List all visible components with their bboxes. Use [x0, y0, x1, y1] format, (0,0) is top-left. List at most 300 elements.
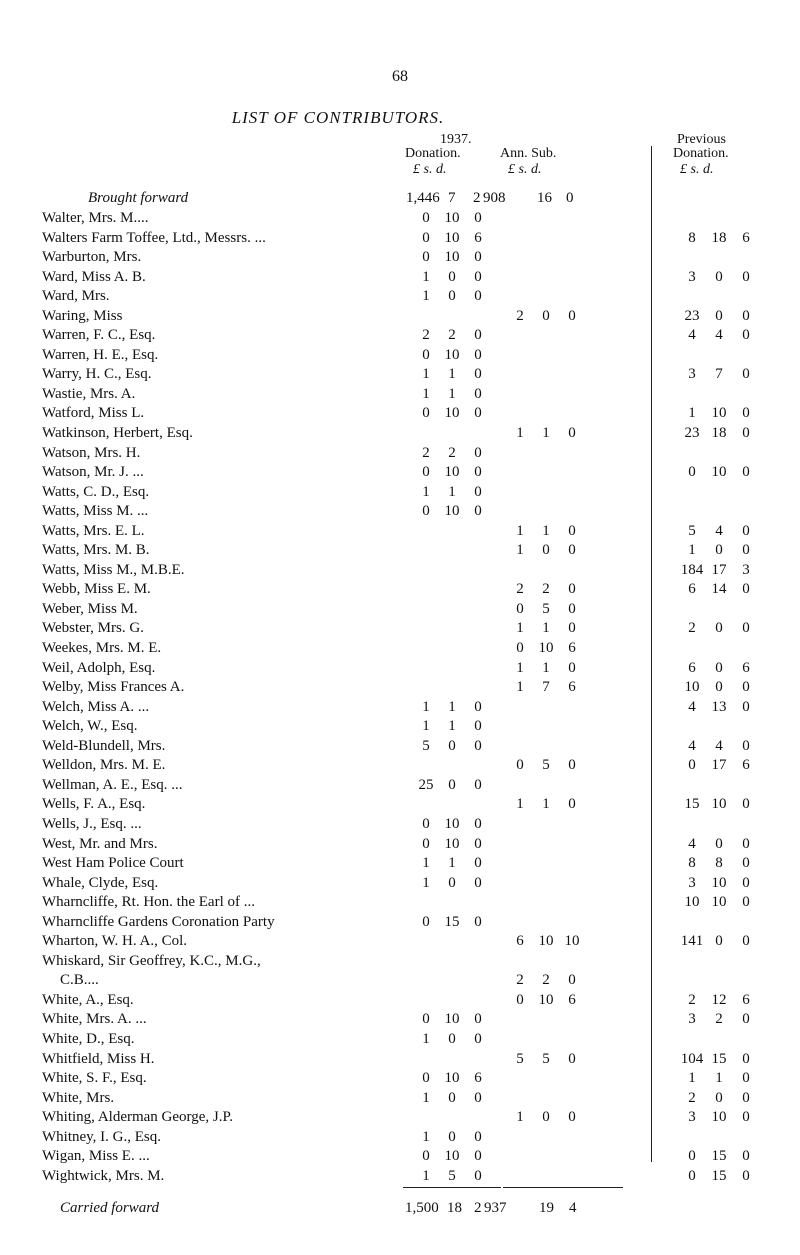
table-row [0, 972, 800, 992]
annsub-pounds: 0 [516, 640, 524, 657]
contributor-name: White, Mrs. A. ... [42, 1011, 147, 1028]
previous-shillings: 0 [715, 620, 723, 637]
previous-pence: 0 [742, 835, 750, 852]
annsub-pounds: 1 [516, 659, 524, 676]
annsub-shillings: 10 [538, 933, 554, 950]
previous-pounds: 8 [688, 229, 696, 246]
previous-shillings: 10 [711, 874, 727, 891]
table-row [0, 210, 800, 230]
previous-shillings: 0 [715, 1089, 723, 1106]
contributor-name: White, Mrs. [42, 1089, 115, 1106]
contributor-name: White, S. F., Esq. [42, 1070, 147, 1087]
donation-shillings: 2 [448, 327, 456, 344]
contributor-name: Whale, Clyde, Esq. [42, 874, 159, 891]
previous-pence: 0 [742, 405, 750, 422]
previous-pounds: 15 [684, 796, 700, 813]
contributor-name: Whiskard, Sir Geoffrey, K.C., M.G., [42, 952, 261, 969]
contributor-name: Wastie, Mrs. A. [42, 385, 136, 402]
annsub-total-rule [503, 1187, 623, 1188]
table-row [0, 953, 800, 973]
previous-shillings: 18 [711, 229, 727, 246]
donation-pence: 6 [474, 229, 482, 246]
previous-pence: 0 [742, 522, 750, 539]
donation-shillings: 1 [448, 718, 456, 735]
carried-forward-annsub-d: 4 [569, 1200, 577, 1216]
donation-shillings: 0 [448, 1089, 456, 1106]
table-row [0, 699, 800, 719]
donation-pounds: 1 [422, 268, 430, 285]
table-row [0, 523, 800, 543]
annsub-pence: 0 [568, 542, 576, 559]
annsub-pounds: 6 [516, 933, 524, 950]
previous-shillings: 2 [715, 1011, 723, 1028]
previous-pounds: 23 [684, 307, 700, 324]
brought-forward-label: Brought forward [88, 190, 189, 206]
contributor-name: Wells, F. A., Esq. [42, 796, 146, 813]
annsub-pence: 6 [568, 991, 576, 1008]
previous-pounds: 0 [688, 1148, 696, 1165]
previous-pounds: 23 [684, 425, 700, 442]
annsub-pence: 0 [568, 972, 576, 989]
table-row [0, 796, 800, 816]
donation-pounds: 0 [422, 913, 430, 930]
previous-pounds: 10 [684, 894, 700, 911]
annsub-shillings: 0 [542, 542, 550, 559]
annsub-pounds: 2 [516, 307, 524, 324]
donation-pounds: 0 [422, 1011, 430, 1028]
donation-pence: 0 [474, 483, 482, 500]
donation-shillings: 10 [444, 346, 460, 363]
previous-shillings: 7 [715, 366, 723, 383]
previous-shillings: 4 [715, 327, 723, 344]
previous-shillings: 15 [711, 1050, 727, 1067]
donation-shillings: 0 [448, 1128, 456, 1145]
contributor-name: Warren, H. E., Esq. [42, 346, 159, 363]
donation-pounds: 0 [422, 346, 430, 363]
donation-pence: 6 [474, 1070, 482, 1087]
table-row [0, 1070, 800, 1090]
carried-forward-annsub-s: 19 [539, 1200, 554, 1216]
previous-pounds: 141 [680, 933, 704, 950]
previous-pence: 0 [742, 620, 750, 637]
annsub-shillings: 1 [542, 659, 550, 676]
table-row [0, 660, 800, 680]
donation-pounds: 0 [422, 1148, 430, 1165]
donation-pence: 0 [474, 737, 482, 754]
annsub-pence: 0 [568, 425, 576, 442]
table-row [0, 718, 800, 738]
donation-shillings: 0 [448, 288, 456, 305]
contributor-name: Welldon, Mrs. M. E. [42, 757, 166, 774]
previous-shillings: 4 [715, 737, 723, 754]
table-row [0, 738, 800, 758]
table-row [0, 757, 800, 777]
donation-pounds: 1 [422, 288, 430, 305]
previous-pence: 0 [742, 1109, 750, 1126]
previous-pence: 0 [742, 698, 750, 715]
contributor-name: Watts, Miss M. ... [42, 503, 149, 520]
previous-pence: 0 [742, 581, 750, 598]
previous-shillings: 17 [711, 561, 727, 578]
annsub-pounds: 1 [516, 796, 524, 813]
donation-shillings: 1 [448, 855, 456, 872]
previous-pounds: 4 [688, 327, 696, 344]
donation-pounds: 1 [422, 855, 430, 872]
donation-pounds: 0 [422, 1070, 430, 1087]
donation-pounds: 1 [422, 483, 430, 500]
annsub-pounds: 1 [516, 679, 524, 696]
donation-pounds: 1 [422, 1089, 430, 1106]
donation-pence: 0 [474, 776, 482, 793]
previous-pounds: 3 [688, 1109, 696, 1126]
previous-pence: 0 [742, 1070, 750, 1087]
donation-pence: 0 [474, 327, 482, 344]
annsub-shillings: 1 [542, 620, 550, 637]
annsub-pence: 0 [568, 757, 576, 774]
contributor-name: Whitney, I. G., Esq. [42, 1128, 162, 1145]
table-row [0, 464, 800, 484]
donation-pence: 0 [474, 444, 482, 461]
contributor-name: Wharton, W. H. A., Col. [42, 933, 187, 950]
previous-pounds: 104 [680, 1050, 704, 1067]
table-row [0, 679, 800, 699]
table-row [0, 1031, 800, 1051]
contributor-name: Watkinson, Herbert, Esq. [42, 425, 193, 442]
ann-sub-lsd-header: £ s. d. [508, 162, 542, 177]
donation-pence: 0 [474, 835, 482, 852]
donation-pence: 0 [474, 268, 482, 285]
table-row [0, 288, 800, 308]
donation-shillings: 10 [444, 835, 460, 852]
carried-forward-label: Carried forward [60, 1200, 160, 1216]
brought-forward-annsub-d: 0 [566, 190, 574, 206]
contributor-name: Webster, Mrs. G. [42, 620, 144, 637]
donation-pounds: 1 [422, 385, 430, 402]
donation-pounds: 5 [422, 737, 430, 754]
annsub-pence: 0 [568, 659, 576, 676]
donation-pounds: 0 [422, 835, 430, 852]
annsub-pounds: 0 [516, 991, 524, 1008]
previous-shillings: 0 [715, 679, 723, 696]
contributor-name: White, D., Esq. [42, 1030, 135, 1047]
contributor-name: Warburton, Mrs. [42, 249, 142, 266]
previous-pence: 0 [742, 327, 750, 344]
previous-shillings: 0 [715, 307, 723, 324]
contributor-name: C.B.... [60, 972, 99, 989]
table-row [0, 1129, 800, 1149]
previous-shillings: 15 [711, 1148, 727, 1165]
annsub-pence: 0 [568, 581, 576, 598]
annsub-pounds: 5 [516, 1050, 524, 1067]
table-row [0, 933, 800, 953]
previous-pounds: 3 [688, 874, 696, 891]
previous-pounds: 4 [688, 835, 696, 852]
contributor-name: Weld-Blundell, Mrs. [42, 737, 166, 754]
table-row [0, 249, 800, 269]
previous-shillings: 12 [711, 991, 727, 1008]
previous-pence: 0 [742, 933, 750, 950]
donation-pence: 0 [474, 503, 482, 520]
donation-shillings: 10 [444, 210, 460, 226]
previous-shillings: 14 [711, 581, 727, 598]
previous-pounds: 10 [684, 679, 700, 696]
donation-pence: 0 [474, 1167, 482, 1184]
previous-pence: 0 [742, 1089, 750, 1106]
contributor-name: Weekes, Mrs. M. E. [42, 640, 162, 657]
previous-pence: 6 [742, 757, 750, 774]
donation-pence: 0 [474, 1030, 482, 1047]
annsub-shillings: 1 [542, 796, 550, 813]
table-row [0, 1011, 800, 1031]
contributor-name: Welby, Miss Frances A. [42, 679, 185, 696]
donation-shillings: 0 [448, 776, 456, 793]
previous-pence: 0 [742, 1148, 750, 1165]
previous-pounds: 6 [688, 581, 696, 598]
brought-forward-donation-d: 2 [473, 190, 481, 206]
previous-shillings: 0 [715, 542, 723, 559]
table-row [0, 230, 800, 250]
previous-pence: 0 [742, 366, 750, 383]
table-row [0, 445, 800, 465]
previous-shillings: 0 [715, 268, 723, 285]
previous-pounds: 3 [688, 366, 696, 383]
previous-pence: 0 [742, 874, 750, 891]
annsub-pence: 0 [568, 522, 576, 539]
previous-pounds: 8 [688, 855, 696, 872]
donation-pence: 0 [474, 718, 482, 735]
contributor-name: Watts, Mrs. M. B. [42, 542, 150, 559]
page-number: 68 [392, 68, 408, 85]
previous-pence: 0 [742, 894, 750, 911]
previous-shillings: 18 [711, 425, 727, 442]
table-row [0, 581, 800, 601]
contributor-name: Walter, Mrs. M.... [42, 210, 149, 226]
previous-shillings: 10 [711, 464, 727, 481]
donation-shillings: 0 [448, 874, 456, 891]
donation-pounds: 0 [422, 503, 430, 520]
previous-pounds: 3 [688, 268, 696, 285]
previous-pence: 6 [742, 659, 750, 676]
annsub-pounds: 0 [516, 757, 524, 774]
donation-header: Donation. [405, 146, 461, 161]
brought-forward-annsub-l: 908 [483, 190, 506, 206]
contributor-name: Wharncliffe, Rt. Hon. the Earl of ... [42, 894, 255, 911]
contributor-name: Whitfield, Miss H. [42, 1050, 155, 1067]
previous-shillings: 8 [715, 855, 723, 872]
table-row [0, 366, 800, 386]
donation-pence: 0 [474, 1148, 482, 1165]
previous-pence: 0 [742, 796, 750, 813]
donation-pence: 0 [474, 698, 482, 715]
previous-pence: 0 [742, 1167, 750, 1184]
table-row [0, 405, 800, 425]
donation-lsd-header: £ s. d. [413, 162, 447, 177]
contributor-name: Watts, Mrs. E. L. [42, 522, 145, 539]
donation-pence: 0 [474, 346, 482, 363]
previous-pence: 0 [742, 464, 750, 481]
page-title: LIST OF CONTRIBUTORS. [231, 108, 445, 127]
donation-shillings: 10 [444, 1070, 460, 1087]
previous-pounds: 6 [688, 659, 696, 676]
contributor-name: Welch, W., Esq. [42, 718, 138, 735]
previous-pounds: 0 [688, 1167, 696, 1184]
previous-pounds: 1 [688, 1070, 696, 1087]
annsub-pence: 6 [568, 640, 576, 657]
table-row [0, 503, 800, 523]
donation-pounds: 1 [422, 874, 430, 891]
contributor-name: West, Mr. and Mrs. [42, 835, 158, 852]
annsub-shillings: 0 [542, 307, 550, 324]
table-row [0, 601, 800, 621]
contributor-name: Watford, Miss L. [42, 405, 145, 422]
brought-forward-donation-s: 7 [448, 190, 456, 206]
table-row [0, 542, 800, 562]
contributor-name: Weber, Miss M. [42, 600, 138, 617]
previous-pounds: 1 [688, 405, 696, 422]
brought-forward-annsub-s: 16 [537, 190, 552, 206]
previous-pence: 0 [742, 268, 750, 285]
donation-pounds: 2 [422, 327, 430, 344]
donation-shillings: 1 [448, 698, 456, 715]
previous-pence: 6 [742, 991, 750, 1008]
table-row [0, 855, 800, 875]
annsub-pence: 6 [568, 679, 576, 696]
table-row [0, 1109, 800, 1129]
previous-pounds: 0 [688, 757, 696, 774]
table-row [0, 875, 800, 895]
annsub-shillings: 7 [542, 679, 550, 696]
annsub-pence: 10 [564, 933, 580, 950]
donation-shillings: 10 [444, 229, 460, 246]
table-row [0, 308, 800, 328]
previous-pounds: 184 [680, 561, 704, 578]
table-row [0, 1090, 800, 1110]
contributors-list [0, 210, 800, 1187]
table-row [0, 1148, 800, 1168]
annsub-pounds: 1 [516, 620, 524, 637]
contributor-name: Wellman, A. E., Esq. ... [42, 776, 183, 793]
donation-pounds: 1 [422, 718, 430, 735]
previous-pence: 0 [742, 1050, 750, 1067]
annsub-shillings: 2 [542, 581, 550, 598]
donation-pence: 0 [474, 913, 482, 930]
table-row [0, 327, 800, 347]
donation-shillings: 0 [448, 1030, 456, 1047]
previous-donation-header: Donation. [673, 146, 729, 161]
donation-pounds: 2 [422, 444, 430, 461]
previous-shillings: 10 [711, 1109, 727, 1126]
donation-shillings: 1 [448, 483, 456, 500]
annsub-pence: 0 [568, 620, 576, 637]
donation-shillings: 10 [444, 503, 460, 520]
contributor-name: West Ham Police Court [42, 855, 184, 872]
annsub-pounds: 2 [516, 972, 524, 989]
contributor-name: Ward, Miss A. B. [42, 268, 146, 285]
previous-pounds: 4 [688, 737, 696, 754]
contributor-name: Wells, J., Esq. ... [42, 815, 142, 832]
table-row [0, 269, 800, 289]
contributor-name: Whiting, Alderman George, J.P. [42, 1109, 233, 1126]
donation-total-rule [403, 1187, 501, 1188]
contributor-name: Wightwick, Mrs. M. [42, 1167, 165, 1184]
annsub-shillings: 1 [542, 425, 550, 442]
annsub-shillings: 5 [542, 600, 550, 617]
previous-pence: 0 [742, 307, 750, 324]
donation-pounds: 0 [422, 249, 430, 266]
donation-pence: 0 [474, 1011, 482, 1028]
annsub-shillings: 2 [542, 972, 550, 989]
previous-pounds: 5 [688, 522, 696, 539]
donation-pence: 0 [474, 855, 482, 872]
table-row [0, 620, 800, 640]
previous-shillings: 10 [711, 405, 727, 422]
previous-shillings: 13 [711, 698, 727, 715]
donation-shillings: 10 [444, 1148, 460, 1165]
contributor-name: Waring, Miss [42, 307, 123, 324]
previous-shillings: 0 [715, 659, 723, 676]
table-row [0, 1051, 800, 1071]
donation-pounds: 1 [422, 1030, 430, 1047]
donation-pounds: 25 [418, 776, 434, 793]
previous-pounds: 2 [688, 991, 696, 1008]
annsub-pounds: 1 [516, 1109, 524, 1126]
previous-pounds: 4 [688, 698, 696, 715]
contributor-name: Walters Farm Toffee, Ltd., Messrs. ... [42, 229, 266, 246]
annsub-pounds: 1 [516, 542, 524, 559]
donation-shillings: 10 [444, 815, 460, 832]
table-row [0, 1168, 800, 1188]
donation-shillings: 10 [444, 405, 460, 422]
previous-shillings: 4 [715, 522, 723, 539]
donation-shillings: 0 [448, 268, 456, 285]
donation-pounds: 0 [422, 229, 430, 246]
previous-pence: 0 [742, 679, 750, 696]
donation-pence: 0 [474, 874, 482, 891]
annsub-pence: 0 [568, 1109, 576, 1126]
annsub-pence: 0 [568, 796, 576, 813]
previous-shillings: 10 [711, 796, 727, 813]
previous-shillings: 0 [715, 835, 723, 852]
donation-shillings: 10 [444, 464, 460, 481]
donation-pence: 0 [474, 1128, 482, 1145]
contributor-name: Warry, H. C., Esq. [42, 366, 152, 383]
table-row [0, 992, 800, 1012]
annsub-pounds: 1 [516, 522, 524, 539]
donation-shillings: 2 [448, 444, 456, 461]
year-header: 1937. [440, 132, 472, 147]
carried-forward-donation-d: 2 [474, 1200, 482, 1216]
previous-pence: 0 [742, 737, 750, 754]
table-row [0, 562, 800, 582]
carried-forward-donation-s: 18 [447, 1200, 462, 1216]
contributor-name: Welch, Miss A. ... [42, 698, 150, 715]
donation-pounds: 0 [422, 815, 430, 832]
previous-pence: 6 [742, 229, 750, 246]
carried-forward-donation-l: 1,500 [405, 1200, 439, 1216]
donation-pence: 0 [474, 405, 482, 422]
contributor-name: Watson, Mr. J. ... [42, 464, 144, 481]
contributor-name: White, A., Esq. [42, 991, 134, 1008]
annsub-pounds: 2 [516, 581, 524, 598]
previous-lsd-header: £ s. d. [680, 162, 714, 177]
donation-pounds: 0 [422, 464, 430, 481]
contributor-name: Webb, Miss E. M. [42, 581, 151, 598]
previous-pounds: 1 [688, 542, 696, 559]
contributor-name: Watts, C. D., Esq. [42, 483, 150, 500]
contributor-name: Wigan, Miss E. ... [42, 1148, 150, 1165]
donation-shillings: 10 [444, 249, 460, 266]
previous-pence: 0 [742, 542, 750, 559]
